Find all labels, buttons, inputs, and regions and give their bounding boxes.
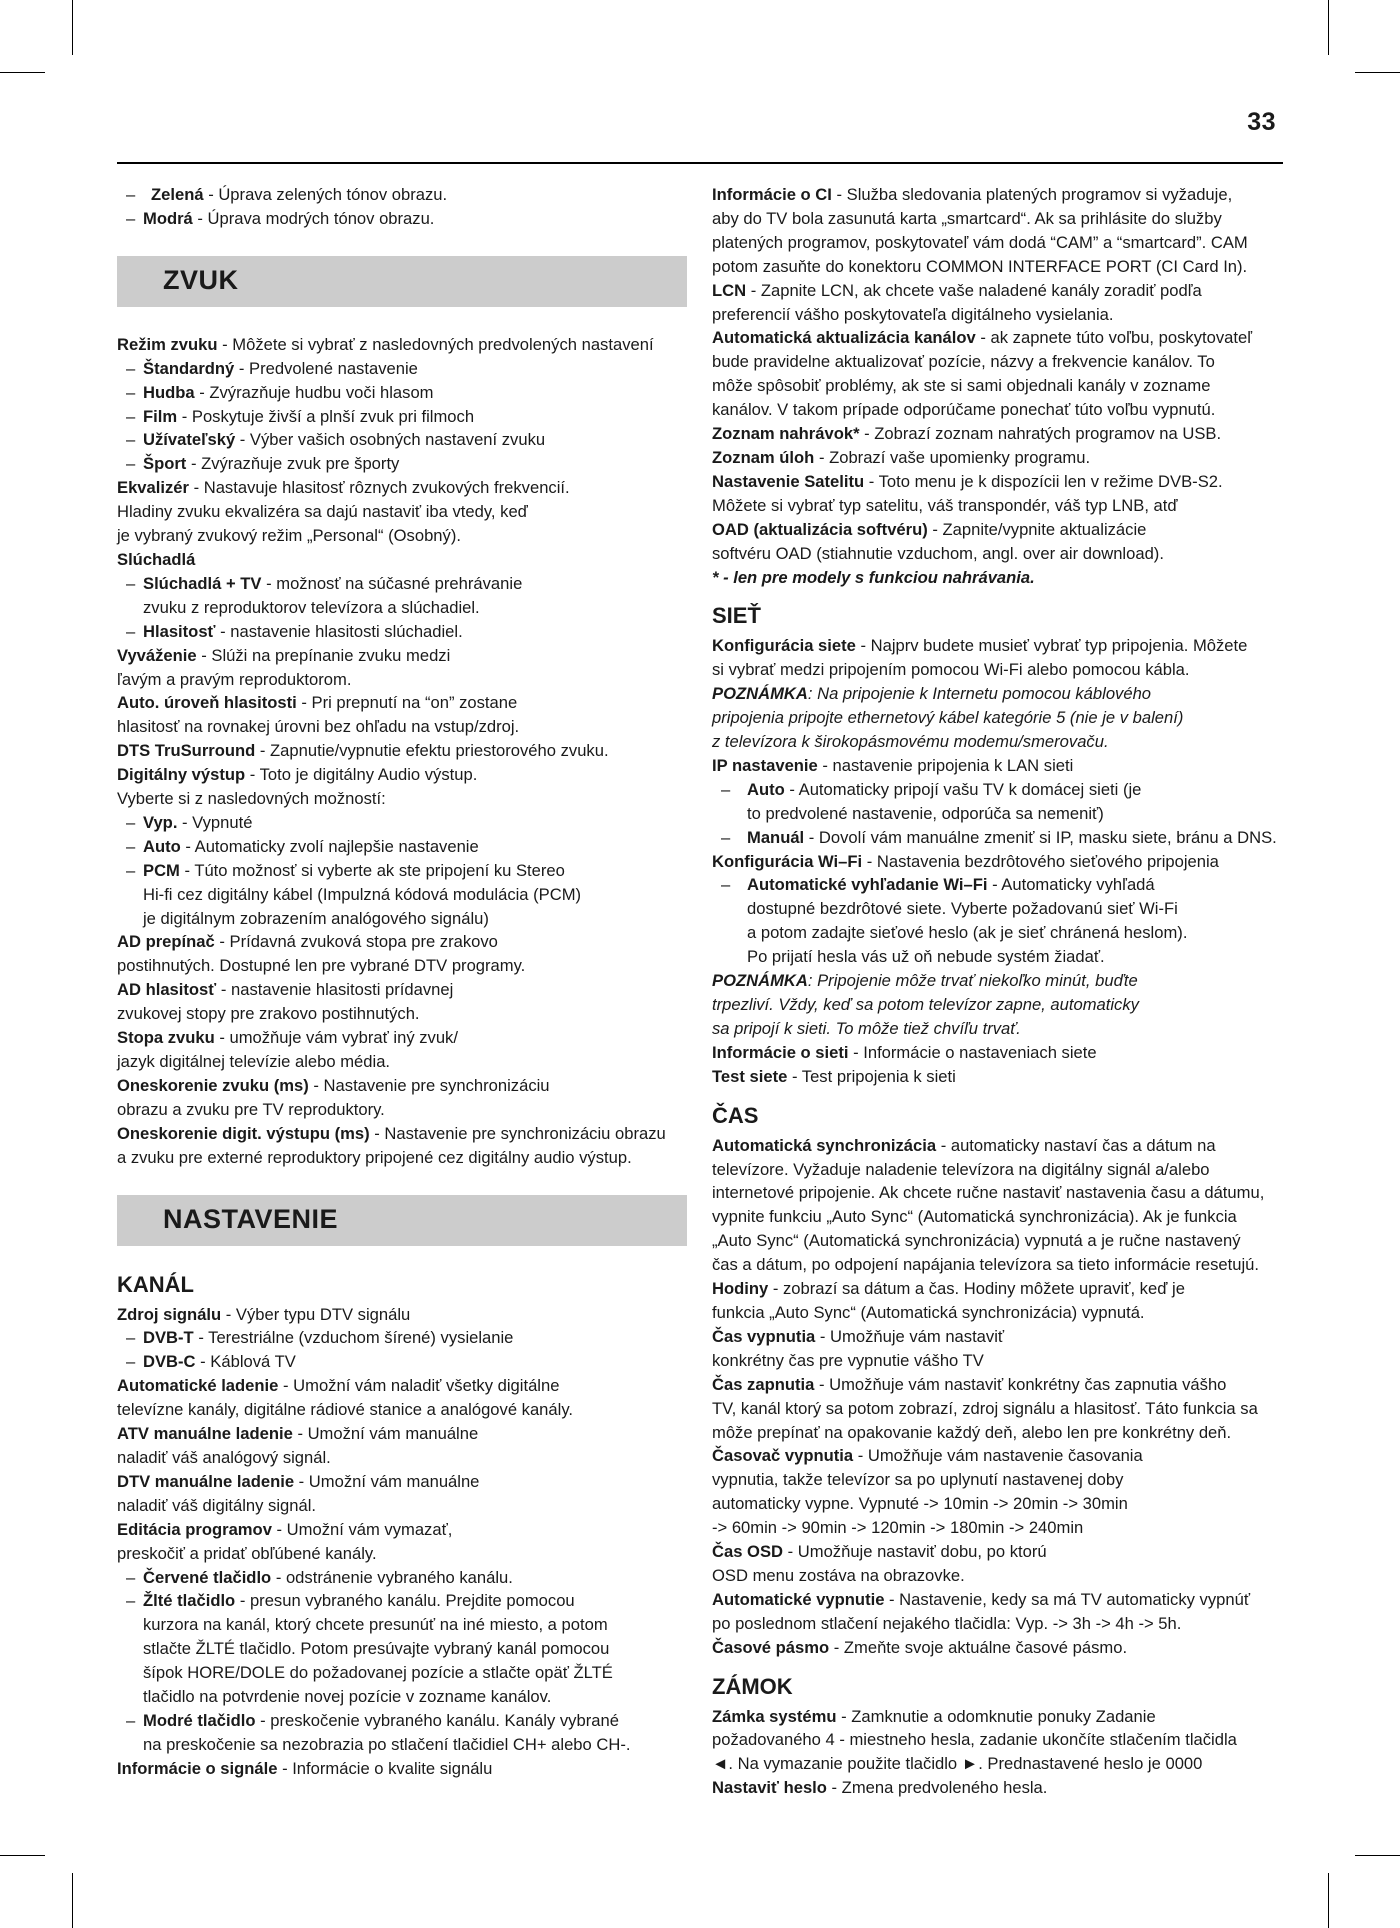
list-item: – Auto - Automaticky zvolí najlepšie nastavenie: [117, 835, 687, 859]
list-item: – Užívateľský - Výber vašich osobných nastavení zvuku: [117, 428, 687, 452]
text-line: Oneskorenie digit. výstupu (ms) - Nastavenie pre synchronizáciu obrazu: [117, 1123, 666, 1143]
text-line: Informácie o sieti - Informácie o nastaveniach siete: [712, 1042, 1097, 1062]
list-item: – Štandardný - Predvolené nastavenie: [117, 357, 687, 381]
text-line: potom zasuňte do konektoru COMMON INTERFACE PORT (CI Card In).: [712, 256, 1248, 276]
text-line: Zámka systému - Zamknutie a odomknutie ponuky Zadanie: [712, 1706, 1156, 1726]
note-line: trpezliví. Vždy, keď sa potom televízor zapne, automaticky: [712, 995, 1139, 1014]
text-line: Nastaviť heslo - Zmena predvoleného hesla.: [712, 1778, 1048, 1798]
text-line: LCN - Zapnite LCN, ak chcete vaše naladené kanály zoradiť podľa: [712, 280, 1202, 300]
text-line: ◄. Na vymazanie použite tlačidlo ►. Prednastavené heslo je 0000: [712, 1754, 1203, 1774]
text-line: Hi-fi cez digitálny kábel (Impulzná kódová modulácia (PCM): [143, 884, 582, 904]
section-heading: ČAS: [712, 1102, 759, 1128]
text-line: Zoznam nahrávok* - Zobrazí zoznam nahratých programov na USB.: [712, 424, 1222, 444]
text-line: Hladiny zvuku ekvalizéra sa dajú nastaviť iba vtedy, keď: [117, 502, 528, 522]
text-line: je vybraný zvukový režim „Personal“ (Osobný).: [117, 526, 461, 546]
text-line: Časové pásmo - Zmeňte svoje aktuálne časové pásmo.: [712, 1637, 1128, 1657]
text-line: OAD (aktualizácia softvéru) - Zapnite/vypnite aktualizácie: [712, 519, 1147, 539]
text-line: je digitálnym zobrazením analógového signálu): [143, 908, 489, 928]
text-line: jazyk digitálnej televízie alebo média.: [117, 1052, 391, 1071]
text-line: televízne kanály, digitálne rádiové stanice a analógové kanály.: [117, 1400, 574, 1420]
text-line: Vyberte si z nasledovných možností:: [117, 789, 386, 809]
text-line: Informácie o signále - Informácie o kvalite signálu: [117, 1758, 493, 1778]
list-item: – Modrá - Úprava modrých tónov obrazu.: [117, 207, 687, 231]
text-line: zvukovej stopy pre zrakovo postihnutých.: [117, 1004, 420, 1024]
text-line: môže prepínať na opakovanie každý deň, alebo len pre konkrétny deň.: [712, 1422, 1232, 1442]
text-line: vypnite funkciu „Auto Sync“ (Automatická synchronizácia). Ak je funkcia: [712, 1207, 1237, 1227]
text-line: kurzora na kanál, ktorý chcete presunúť na iné miesto, a potom: [143, 1615, 608, 1635]
list-item: – Manuál - Dovolí vám manuálne zmeniť si IP, masku siete, bránu a DNS.: [712, 826, 1284, 850]
text-line: Čas vypnutia - Umožňuje vám nastaviť: [712, 1326, 1005, 1346]
list-item: – Hlasitosť - nastavenie hlasitosti slúchadiel.: [117, 620, 687, 644]
list-item: – Film - Poskytuje živší a plnší zvuk pri filmoch: [117, 405, 687, 429]
list-item: – DVB-C - Káblová TV: [117, 1350, 687, 1374]
crop-mark: [1355, 72, 1400, 73]
text-line: TV, kanál ktorý sa potom zobrazí, zdroj signálu a hlasitosť. Táto funkcia sa: [712, 1398, 1258, 1418]
text-line: si vybrať medzi pripojením pomocou Wi-Fi alebo pomocou kábla.: [712, 660, 1190, 680]
text-line: kanálov. V takom prípade odporúčame ponechať túto voľbu vypnutú.: [712, 400, 1216, 420]
text-line: OSD menu zostáva na obrazovke.: [712, 1565, 965, 1585]
text-line: Konfigurácia siete - Najprv budete musieť vybrať typ pripojenia. Môžete: [712, 636, 1248, 656]
text-line: AD prepínač - Prídavná zvuková stopa pre zrakovo: [117, 932, 498, 952]
section-heading: ZÁMOK: [712, 1673, 793, 1699]
note-line: POZNÁMKA: Na pripojenie k Internetu pomocou káblového: [712, 684, 1152, 704]
text-line: požadovaného 4 - miestneho hesla, zadanie ukončíte stlačením tlačidla: [712, 1730, 1237, 1750]
header-rule: [117, 162, 1283, 164]
list-item: – Modré tlačidlo - preskočenie vybraného kanálu. Kanály vybrané: [117, 1709, 687, 1733]
text-line: Editácia programov - Umožní vám vymazať,: [117, 1519, 453, 1539]
text-line: Môžete si vybrať typ satelitu, váš transpondér, váš typ LNB, atď: [712, 495, 1178, 515]
text-line: konkrétny čas pre vypnutie vášho TV: [712, 1350, 984, 1370]
list-item: – DVB-T - Terestriálne (vzduchom šírené) vysielanie: [117, 1326, 687, 1350]
text-line: Zoznam úloh - Zobrazí vaše upomienky programu.: [712, 447, 1091, 467]
text-line: to predvolené nastavenie, odporúča sa nemeniť): [747, 803, 1104, 823]
text-line: Automatická synchronizácia - automaticky nastaví čas a dátum na: [712, 1135, 1216, 1155]
text-line: Auto. úroveň hlasitosti - Pri prepnutí na “on” zostane: [117, 693, 518, 713]
text-line: Časovač vypnutia - Umožňuje vám nastavenie časovania: [712, 1446, 1143, 1466]
crop-mark: [72, 0, 73, 55]
text-line: Vyváženie - Slúži na prepínanie zvuku medzi: [117, 645, 451, 665]
text-line: Nastavenie Satelitu - Toto menu je k dispozícii len v režime DVB-S2.: [712, 471, 1223, 491]
text-line: ATV manuálne ladenie - Umožní vám manuálne: [117, 1424, 479, 1444]
text-line: Slúchadlá: [117, 549, 196, 569]
list-item: – Auto - Automaticky pripojí vašu TV k domácej sieti (je: [712, 778, 1284, 802]
note-line: z televízora k širokopásmovému modemu/smerovaču.: [712, 732, 1109, 752]
text-line: automaticky vypne. Vypnuté -> 10min -> 20min -> 30min: [712, 1494, 1128, 1514]
text-line: naladiť váš analógový signál.: [117, 1447, 331, 1467]
text-line: Automatické ladenie - Umožní vám naladiť všetky digitálne: [117, 1376, 560, 1396]
crop-mark: [1355, 1855, 1400, 1856]
text-line: a potom zadajte sieťové heslo (ak je sieť chránená heslom).: [747, 923, 1188, 943]
list-item: – Zelená - Úprava zelených tónov obrazu.: [117, 183, 687, 207]
list-item: – Automatické vyhľadanie Wi–Fi - Automaticky vyhľadá: [712, 873, 1284, 897]
text-line: DTV manuálne ladenie - Umožní vám manuálne: [117, 1471, 480, 1491]
text-line: bude pravidelne aktualizovať pozície, názvy a frekvencie kanálov. To: [712, 352, 1215, 372]
text-line: aby do TV bola zasunutá karta „smartcard“. Ak sa prihlásite do služby: [712, 208, 1222, 228]
text-line: Zdroj signálu - Výber typu DTV signálu: [117, 1304, 411, 1324]
text-line: preferencií vášho poskytovateľa digitálneho vysielania.: [712, 304, 1114, 324]
text-line: hlasitosť na rovnakej úrovni bez ohľadu na vstup/zdroj.: [117, 717, 520, 737]
text-line: Režim zvuku - Môžete si vybrať z nasledovných predvolených nastavení: [117, 334, 654, 354]
section-heading: SIEŤ: [712, 603, 761, 629]
text-line: zvuku z reproduktorov televízora a slúchadiel.: [143, 597, 480, 617]
text-line: vypnutia, takže televízor sa po uplynutí nastavenej doby: [712, 1470, 1124, 1490]
text-line: televízore. Vyžaduje naladenie televízora na digitálny signál a/alebo: [712, 1159, 1210, 1179]
text-line: Hodiny - zobrazí sa dátum a čas. Hodiny môžete upraviť, keď je: [712, 1279, 1185, 1299]
text-line: stlačte ŽLTÉ tlačidlo. Potom presúvajte vybraný kanál pomocou: [143, 1639, 610, 1659]
list-item: – Vyp. - Vypnuté: [117, 811, 687, 835]
text-line: Digitálny výstup - Toto je digitálny Audio výstup.: [117, 765, 478, 785]
text-line: AD hlasitosť - nastavenie hlasitosti prídavnej: [117, 980, 454, 1000]
text-line: softvéru OAD (stiahnutie vzduchom, angl. over air download).: [712, 543, 1164, 563]
text-line: a zvuku pre externé reproduktory pripojené cez digitálny audio výstup.: [117, 1147, 632, 1167]
note-line: pripojenia pripojte ethernetový kábel kategórie 5 (nie je v balení): [712, 708, 1184, 728]
list-item: – Červené tlačidlo - odstránenie vybraného kanálu.: [117, 1566, 687, 1590]
text-line: Čas zapnutia - Umožňuje vám nastaviť konkrétny čas zapnutia vášho: [712, 1374, 1227, 1394]
crop-mark: [0, 72, 45, 73]
text-line: postihnutých. Dostupné len pre vybrané DTV programy.: [117, 956, 526, 976]
text-line: na preskočenie sa nezobrazia po stlačení tlačidiel CH+ alebo CH-.: [143, 1734, 631, 1754]
text-line: Oneskorenie zvuku (ms) - Nastavenie pre synchronizáciu: [117, 1075, 550, 1095]
text-line: šípok HORE/DOLE do požadovanej pozície a stlačte opäť ŽLTÉ: [143, 1663, 613, 1683]
text-line: Informácie o CI - Služba sledovania platených programov si vyžaduje,: [712, 185, 1233, 204]
text-line: -> 60min -> 90min -> 120min -> 180min -> 240min: [712, 1518, 1084, 1538]
text-line: ľavým a pravým reproduktorom.: [117, 669, 352, 689]
text-line: obrazu a zvuku pre TV reproduktory.: [117, 1099, 385, 1119]
crop-mark: [0, 1855, 45, 1856]
text-line: Automatická aktualizácia kanálov - ak zapnete túto voľbu, poskytovateľ: [712, 328, 1253, 348]
page-number: 33: [1247, 108, 1276, 136]
text-line: po poslednom stlačení nejakého tlačidla: Vyp. -> 3h -> 4h -> 5h.: [712, 1613, 1182, 1633]
section-heading: KANÁL: [117, 1271, 194, 1297]
list-item: – PCM - Túto možnosť si vyberte ak ste pripojení ku Stereo: [117, 859, 687, 883]
text-line: preskočiť a pridať obľúbené kanály.: [117, 1543, 377, 1563]
text-line: IP nastavenie - nastavenie pripojenia k LAN sieti: [712, 755, 1074, 775]
list-item: – Slúchadlá + TV - možnosť na súčasné prehrávanie: [117, 572, 687, 596]
text-line: platených programov, poskytovateľ vám dodá “CAM” a “smartcard”. CAM: [712, 232, 1248, 252]
crop-mark: [1328, 1873, 1329, 1928]
list-item: – Šport - Zvýrazňuje zvuk pre športy: [117, 452, 687, 476]
text-line: Stopa zvuku - umožňuje vám vybrať iný zvuk/: [117, 1028, 458, 1048]
section-banner: ZVUK: [117, 256, 687, 307]
crop-mark: [72, 1873, 73, 1928]
text-line: Test siete - Test pripojenia k sieti: [712, 1066, 956, 1086]
text-line: čas a dátum, po odpojení napájania televízora sa tieto informácie resetujú.: [712, 1255, 1260, 1275]
text-line: Čas OSD - Umožňuje nastaviť dobu, po ktorú: [712, 1542, 1047, 1562]
list-item: – Hudba - Zvýrazňuje hudbu voči hlasom: [117, 381, 687, 405]
note-line: * - len pre modely s funkciou nahrávania.: [712, 567, 1035, 587]
list-item: – Žlté tlačidlo - presun vybraného kanálu. Prejdite pomocou: [117, 1589, 687, 1613]
text-line: Ekvalizér - Nastavuje hlasitosť rôznych zvukových frekvencií.: [117, 478, 570, 498]
text-line: Po prijatí hesla vás už oň nebude systém žiadať.: [747, 947, 1105, 967]
note-line: sa pripojí k sieti. To môže tiež chvíľu trvať.: [712, 1018, 1021, 1038]
text-line: dostupné bezdrôtové siete. Vyberte požadovanú sieť Wi-Fi: [747, 899, 1178, 919]
text-line: funkcia „Auto Sync“ (Automatická synchronizácia) vypnutá.: [712, 1302, 1145, 1322]
text-line: tlačidlo na potvrdenie novej pozície v zozname kanálov.: [143, 1687, 552, 1707]
text-line: Konfigurácia Wi–Fi - Nastavenia bezdrôtového sieťového pripojenia: [712, 851, 1219, 871]
text-line: Automatické vypnutie - Nastavenie, kedy sa má TV automaticky vypnúť: [712, 1589, 1251, 1609]
section-banner: NASTAVENIE: [117, 1195, 687, 1246]
right-column: [712, 183, 1284, 1800]
text-line: internetové pripojenie. Ak chcete ručne nastaviť nastavenia času a dátumu,: [712, 1183, 1265, 1203]
text-line: môže spôsobiť problémy, ak ste si sami objednali kanály v zozname: [712, 376, 1211, 396]
text-line: naladiť váš digitálny signál.: [117, 1495, 317, 1515]
text-line: „Auto Sync“ (Automatická synchronizácia) vypnutá a je ručne nastavený: [712, 1231, 1241, 1251]
left-column: [117, 183, 687, 1781]
text-line: DTS TruSurround - Zapnutie/vypnutie efektu priestorového zvuku.: [117, 741, 609, 761]
note-line: POZNÁMKA: Pripojenie môže trvať niekoľko minút, buďte: [712, 971, 1138, 991]
crop-mark: [1328, 0, 1329, 55]
